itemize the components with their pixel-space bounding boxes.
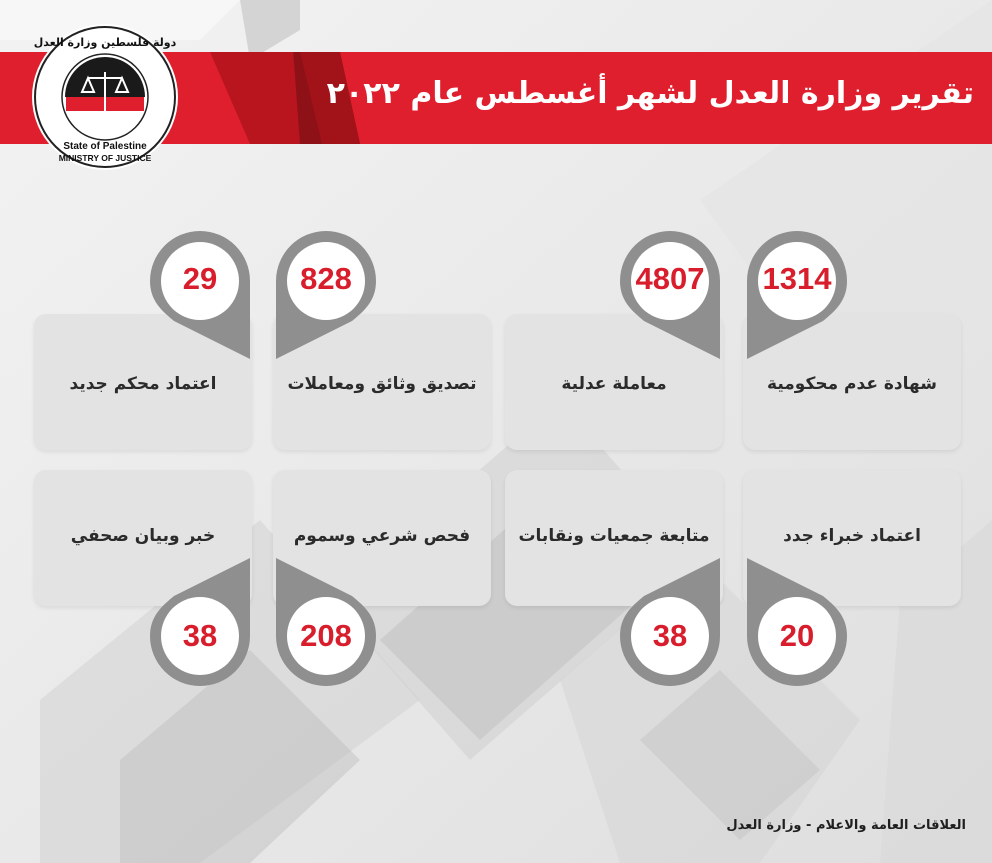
stat-label: شهادة عدم محكومية <box>767 374 937 394</box>
stat-value: 38 <box>652 618 688 653</box>
stat-value: 38 <box>182 618 218 653</box>
stat-label: معاملة عدلية <box>561 374 667 394</box>
stat-value: 828 <box>300 261 352 296</box>
logo-english-state: State of Palestine <box>63 141 147 152</box>
stat-pin-forensics <box>274 558 378 688</box>
stat-value: 208 <box>300 618 352 653</box>
footer-credit: العلاقات العامة والاعلام - وزارة العدل <box>726 818 966 833</box>
stat-pin-experts <box>745 558 849 688</box>
ministry-logo <box>30 22 180 172</box>
stat-value: 1314 <box>762 261 832 296</box>
stat-pin-arbitrators <box>148 229 252 359</box>
logo-english-ministry: MINISTRY OF JUSTICE <box>58 153 152 163</box>
stat-label: متابعة جمعيات ونقابات <box>518 526 710 546</box>
stat-label: تصديق وثائق ومعاملات <box>287 374 477 394</box>
stat-value: 4807 <box>635 261 705 296</box>
stat-label: فحص شرعي وسموم <box>293 526 471 546</box>
stat-pin-associations <box>618 558 722 688</box>
logo-arabic-text: دولة فلسطين وزارة العدل <box>33 36 177 49</box>
stat-value: 29 <box>182 261 218 296</box>
stat-label: اعتماد محكم جديد <box>69 374 217 394</box>
stat-pin-clearance <box>745 229 849 359</box>
report-title: تقرير وزارة العدل لشهر أغسطس عام ٢٠٢٢ <box>326 76 974 111</box>
stat-value: 20 <box>779 618 815 653</box>
stat-pin-certification <box>274 229 378 359</box>
stat-label: خبر وبيان صحفي <box>70 526 216 546</box>
stat-pin-transactions <box>618 229 722 359</box>
stat-pin-press <box>148 558 252 688</box>
stat-label: اعتماد خبراء جدد <box>783 526 921 546</box>
